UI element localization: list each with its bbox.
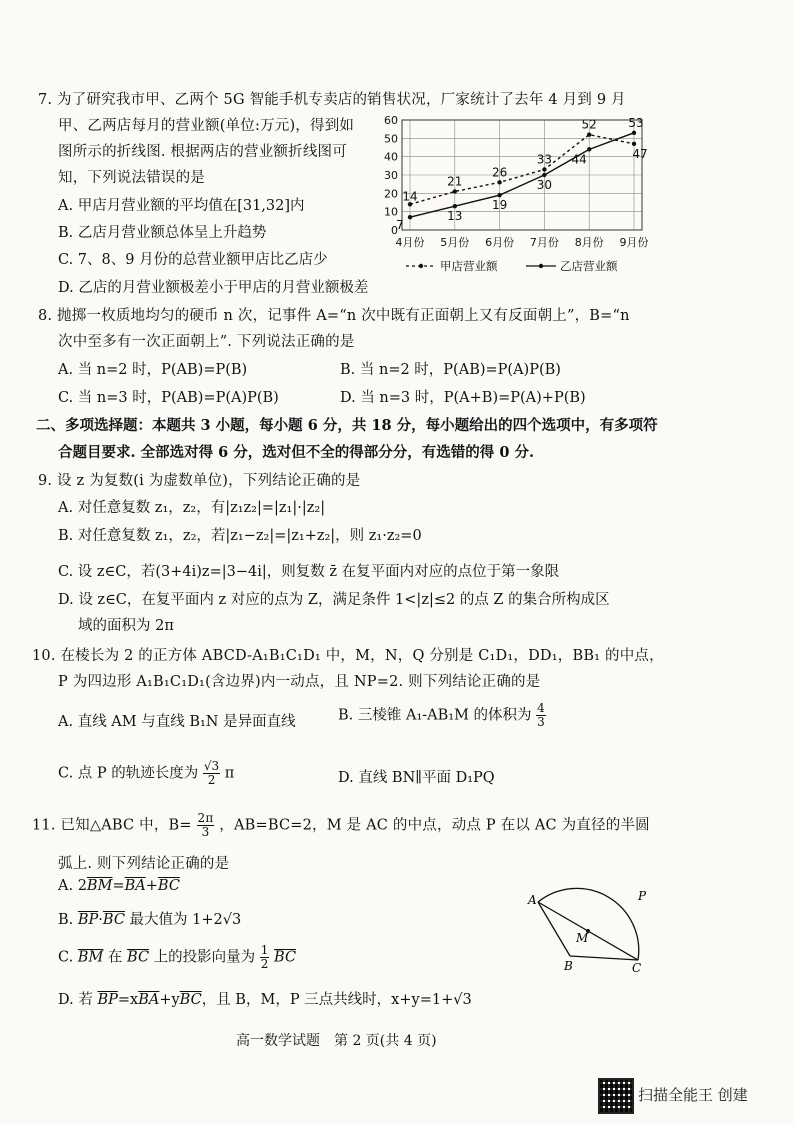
q9-option-d-line2: 域的面积为 2π: [78, 618, 174, 634]
y-tick-label: 50: [384, 132, 398, 146]
qr-code-icon: [598, 1078, 634, 1114]
q11-option-c-text: C. $\overline{BM}$ 在 $\overline{BC}$ 上的投影向量为: [58, 949, 256, 966]
data-label: 44: [571, 152, 587, 167]
q11-option-b: B. $\overline{BP}\cdot\overline{BC}$ 最大值为 1+2√3: [58, 912, 242, 928]
q8-line1: 8. 抛掷一枚质地均匀的硬币 n 次，记事件 A=“n 次中既有正面朝上又有反面朝上”，B=“n: [38, 308, 630, 324]
q11-option-c-vector: $\overline{BC}$: [274, 949, 297, 966]
segment-bc: [570, 956, 638, 960]
section2-header-line2: 合题目要求. 全部选对得 6 分，选对但不全的得部分分，有选错的得 0 分.: [58, 444, 535, 461]
data-label: 13: [447, 209, 463, 224]
data-point: [497, 193, 501, 197]
y-tick-label: 30: [384, 169, 398, 182]
q10-option-b-fraction: [536, 702, 546, 729]
label-c: C: [632, 961, 642, 975]
y-tick-label: 40: [384, 150, 398, 164]
data-label: 19: [491, 198, 508, 213]
data-label: 21: [447, 174, 463, 189]
q8-option-d: D. 当 n=3 时，P(A+B)=P(A)+P(B): [340, 390, 586, 406]
q10-line1: 10. 在棱长为 2 的正方体 ABCD-A₁B₁C₁D₁ 中，M，N，Q 分别是 C₁D₁，DD₁，BB₁ 的中点，: [32, 648, 664, 664]
q11-angle-fraction: [197, 812, 215, 839]
legend-label: 甲店营业额: [440, 259, 498, 273]
legend-marker: [419, 264, 423, 268]
data-point: [453, 204, 457, 208]
q7-option-c: C. 7、8、9 月份的总营业额甲店比乙店少: [58, 252, 328, 268]
data-label: 33: [536, 152, 553, 167]
q7-line2: 甲、乙两店每月的营业额(单位:万元)，得到如: [58, 118, 355, 134]
x-tick-label: 8月份: [574, 236, 604, 249]
q9-option-d-line1: D. 设 z∈C，在复平面内 z 对应的点为 Z，满足条件 1<|z|≤2 的点 Z 的集合所构成区: [58, 592, 610, 608]
page-footer: 高一数学试题 第 2 页(共 4 页): [236, 1033, 437, 1049]
q10-option-c-denominator: 2: [207, 773, 216, 787]
q10-option-b-text: B. 三棱锥 A₁-AB₁M 的体积为: [338, 707, 532, 724]
q8-option-a: A. 当 n=2 时，P(AB)=P(B): [58, 362, 248, 378]
q9-line1: 9. 设 z 为复数(i 为虚数单位)，下列结论正确的是: [38, 473, 361, 489]
data-label: 7: [396, 218, 404, 233]
legend-marker: [539, 264, 543, 268]
q10-option-c-text: C. 点 P 的轨迹长度为: [58, 765, 199, 782]
y-tick-label: 10: [384, 205, 398, 219]
data-point: [632, 131, 636, 135]
data-label: 52: [581, 117, 597, 132]
q11-option-c-denominator: 2: [260, 957, 269, 971]
q7-line3: 图所示的折线图. 根据两店的营业额折线图可: [58, 144, 347, 160]
data-label: 47: [632, 146, 648, 161]
data-label: 26: [491, 165, 508, 180]
q10-option-b-denominator: 3: [537, 715, 545, 729]
q7-line4: 知，下列说法错误的是: [58, 170, 205, 186]
data-point: [542, 167, 546, 171]
q9-option-c: C. 设 z∈C，若(3+4i)z=|3−4i|，则复数 z̄ 在复平面内对应的点位于第一象限: [58, 564, 560, 580]
x-tick-label: 9月份: [619, 236, 649, 249]
q11-line1-rest: ，AB=BC=2，M 是 AC 的中点，动点 P 在以 AC 为直径的半圆: [219, 817, 650, 834]
y-tick-label: 60: [384, 114, 398, 127]
q9-option-b: B. 对任意复数 z₁，z₂，若|z₁−z₂|=|z₁+z₂|，则 z₁·z₂=0: [58, 528, 422, 544]
data-point: [408, 215, 412, 219]
data-point: [542, 173, 546, 177]
q11-option-c-numerator: 1: [260, 943, 269, 957]
q11-angle-numerator: 2π: [197, 811, 214, 825]
q7-option-d: D. 乙店的月营业额极差小于甲店的月营业额极差: [58, 280, 369, 296]
q11-option-c-fraction: [260, 944, 270, 971]
legend-label: 乙店营业额: [560, 259, 618, 273]
q11-semicircle-figure: [524, 858, 674, 978]
y-tick-label: 20: [384, 187, 398, 201]
q11-option-a: A. $2\overline{BM}=\overline{BA}+\overline{BC}$: [58, 878, 180, 894]
q7-option-a: A. 甲店月营业额的平均值在[31,32]内: [58, 198, 305, 214]
q10-option-c-fraction: [203, 760, 220, 787]
label-b: B: [564, 959, 573, 973]
data-label: 30: [536, 178, 553, 192]
label-m: M: [576, 931, 589, 945]
q8-option-c: C. 当 n=3 时，P(AB)=P(A)P(B): [58, 390, 279, 406]
q9-option-a: A. 对任意复数 z₁，z₂，有|z₁z₂|=|z₁|·|z₂|: [58, 500, 326, 516]
data-label: 14: [402, 189, 418, 204]
q7-option-b: B. 乙店月营业额总体呈上升趋势: [58, 225, 267, 241]
scanner-watermark: 扫描全能王 创建: [638, 1086, 748, 1104]
q11-line2: 弧上. 则下列结论正确的是: [58, 856, 230, 872]
segment-ab: [538, 902, 570, 956]
section2-header-line1: 二、多项选择题：本题共 3 小题，每小题 6 分，共 18 分，每小题给出的四个选项中，有多项符: [36, 417, 658, 434]
q10-option-c-numerator: √3: [203, 759, 220, 773]
semicircle-arc: [538, 888, 639, 960]
q11-line1-text: 11. 已知△ABC 中，B=: [32, 817, 192, 834]
sales-line-chart: [376, 112, 676, 282]
q7-line1: 7. 为了研究我市甲、乙两个 5G 智能手机专卖店的销售状况，厂家统计了去年 4 月到 9 月: [38, 92, 626, 108]
data-label: 53: [628, 115, 644, 130]
q11-option-c: [58, 944, 296, 971]
q11-line1: [32, 812, 650, 839]
data-point: [497, 180, 501, 184]
q10-option-b-numerator: 4: [537, 701, 545, 715]
data-point: [453, 189, 457, 193]
q11-angle-denominator: 3: [201, 825, 210, 839]
q10-option-d: D. 直线 BN∥平面 D₁PQ: [338, 770, 495, 786]
data-point: [587, 132, 591, 136]
x-tick-label: 4月份: [395, 236, 425, 249]
q8-line2: 次中至多有一次正面朝上”. 下列说法正确的是: [58, 334, 355, 350]
q10-option-c: [58, 760, 234, 787]
q10-option-c-pi: π: [224, 765, 235, 782]
x-tick-label: 6月份: [485, 236, 515, 249]
x-tick-label: 5月份: [440, 236, 470, 249]
q10-option-b: [338, 702, 546, 729]
y-tick-label: 0: [391, 224, 398, 237]
x-tick-label: 7月份: [529, 236, 559, 249]
q8-option-b: B. 当 n=2 时，P(AB)=P(A)P(B): [340, 362, 561, 378]
data-point: [632, 142, 636, 146]
q10-option-a: A. 直线 AM 与直线 B₁N 是异面直线: [58, 714, 296, 730]
q10-line2: P 为四边形 A₁B₁C₁D₁(含边界)内一动点，且 NP=2. 则下列结论正确的是: [58, 674, 541, 690]
data-point: [587, 147, 591, 151]
label-a: A: [528, 893, 537, 907]
q11-option-d: D. 若 $\overline{BP}=x\overline{BA}+y\overline{BC}$，且 B，M，P 三点共线时，x+y=1+√3: [58, 992, 472, 1008]
label-p: P: [638, 889, 647, 903]
